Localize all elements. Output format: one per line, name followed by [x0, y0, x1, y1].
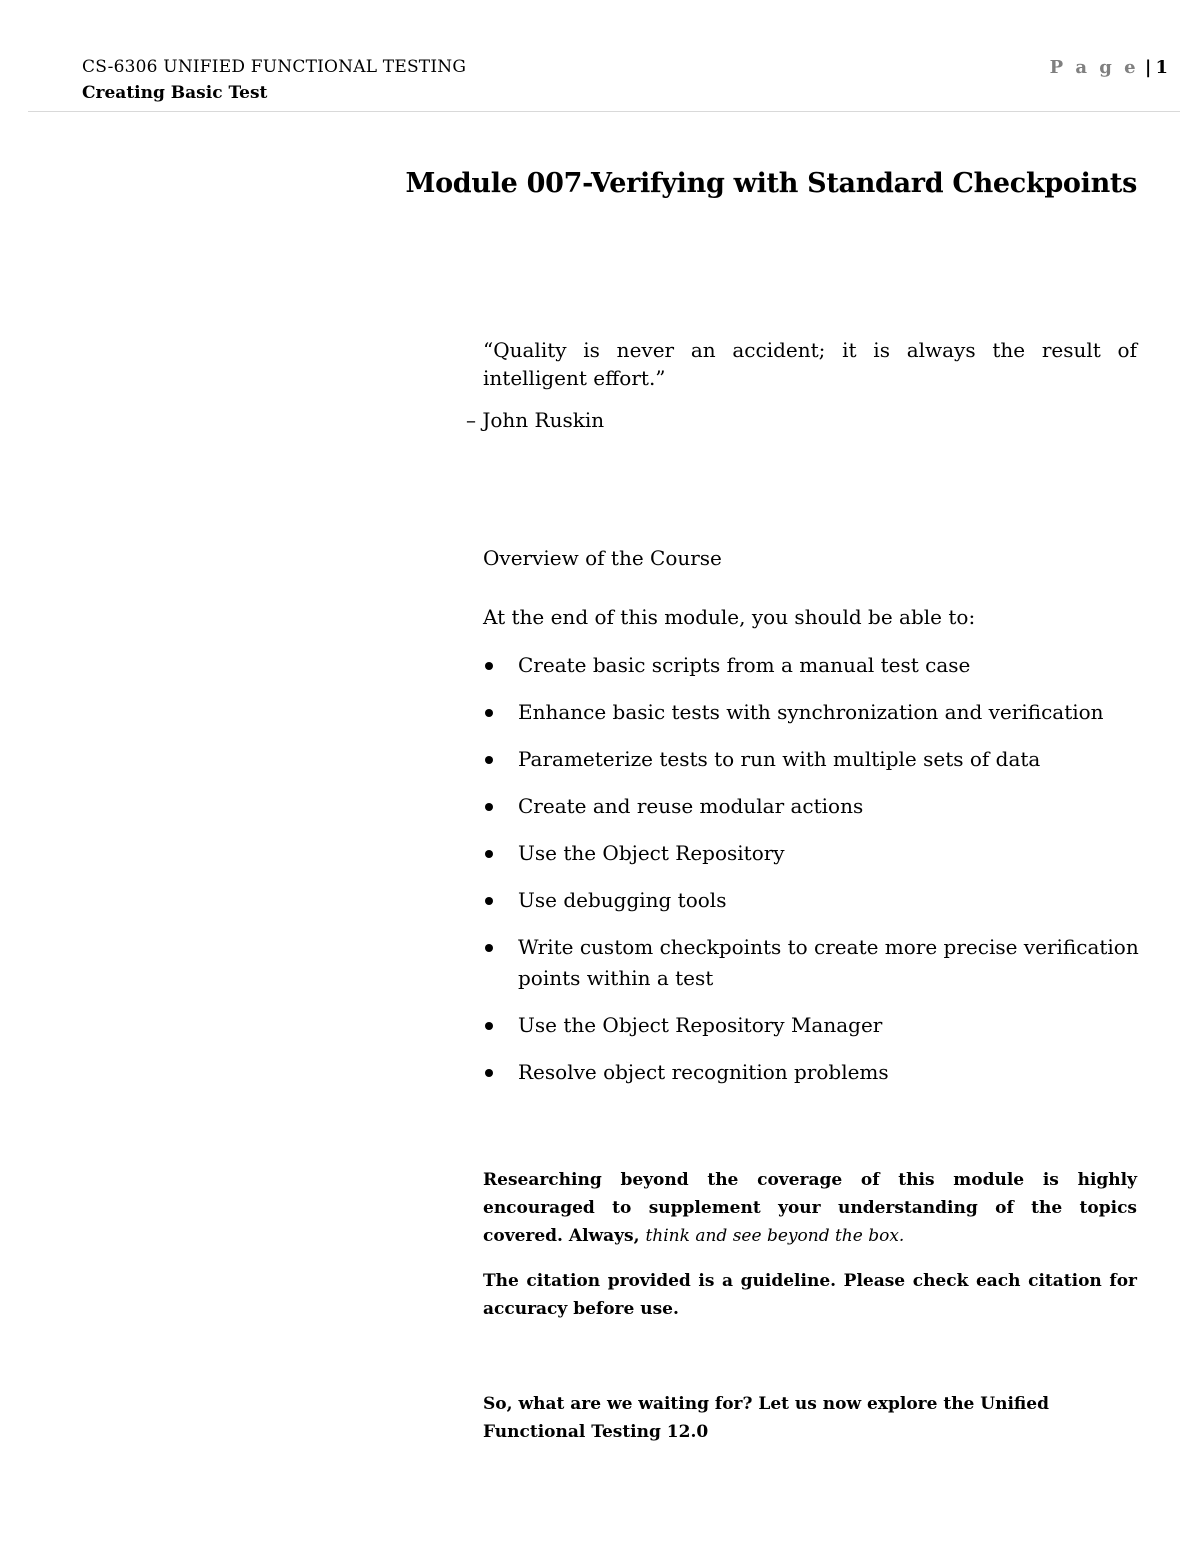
list-item [483, 697, 1143, 728]
bullet-icon [485, 944, 493, 952]
objective-text: Write custom checkpoints to create more precise verification points within a test [518, 935, 1139, 990]
list-item [483, 1010, 1143, 1041]
module-title: Module 007-Verifying with Standard Checkpoints [405, 168, 1137, 199]
closing-note: So, what are we waiting for? Let us now explore the Unified Functional Testing 12.0 [483, 1394, 1049, 1442]
citation-note: The citation provided is a guideline. Please check each citation for accuracy before use. [483, 1271, 1137, 1319]
bullet-icon [485, 662, 493, 670]
bullet-icon [485, 897, 493, 905]
header-divider [28, 111, 1180, 112]
list-item [483, 744, 1143, 775]
page-number: 1 [1155, 57, 1168, 78]
bullet-icon [485, 850, 493, 858]
objectives-intro: At the end of this module, you should be able to: [483, 605, 976, 629]
page-separator: | [1144, 57, 1152, 78]
section-title: Creating Basic Test [82, 83, 268, 103]
objectives-list [483, 650, 1143, 1104]
objective-text: Create and reuse modular actions [518, 794, 864, 818]
objective-text: Resolve object recognition problems [518, 1060, 889, 1084]
quote-author: – John Ruskin [466, 408, 605, 432]
objective-text: Use the Object Repository Manager [518, 1013, 883, 1037]
list-item [483, 838, 1143, 869]
bullet-icon [485, 1022, 493, 1030]
list-item [483, 932, 1143, 994]
objective-text: Parameterize tests to run with multiple sets of data [518, 747, 1041, 771]
objective-text: Use debugging tools [518, 888, 727, 912]
list-item [483, 885, 1143, 916]
bullet-icon [485, 1069, 493, 1077]
opening-quote: “Quality is never an accident; it is always the result of intelligent effort.” [483, 338, 1137, 390]
page-header [82, 54, 466, 106]
bullet-icon [485, 803, 493, 811]
objective-text: Create basic scripts from a manual test case [518, 653, 971, 677]
bullet-icon [485, 756, 493, 764]
objective-text: Enhance basic tests with synchronization and verification [518, 700, 1104, 724]
research-italic-text: think and see beyond the box. [645, 1226, 905, 1246]
objective-text: Use the Object Repository [518, 841, 785, 865]
overview-heading: Overview of the Course [483, 546, 722, 570]
page-number-indicator [1050, 57, 1168, 78]
course-code-title: CS-6306 UNIFIED FUNCTIONAL TESTING [82, 57, 467, 77]
page-label: P a g e [1049, 57, 1139, 78]
list-item [483, 791, 1143, 822]
list-item [483, 1057, 1143, 1088]
list-item [483, 650, 1143, 681]
bullet-icon [485, 709, 493, 717]
research-note [483, 1166, 1137, 1250]
research-text: Researching beyond the coverage of this module is highly encouraged to supplement your understanding of the topics covered. Always, [483, 1170, 1137, 1246]
